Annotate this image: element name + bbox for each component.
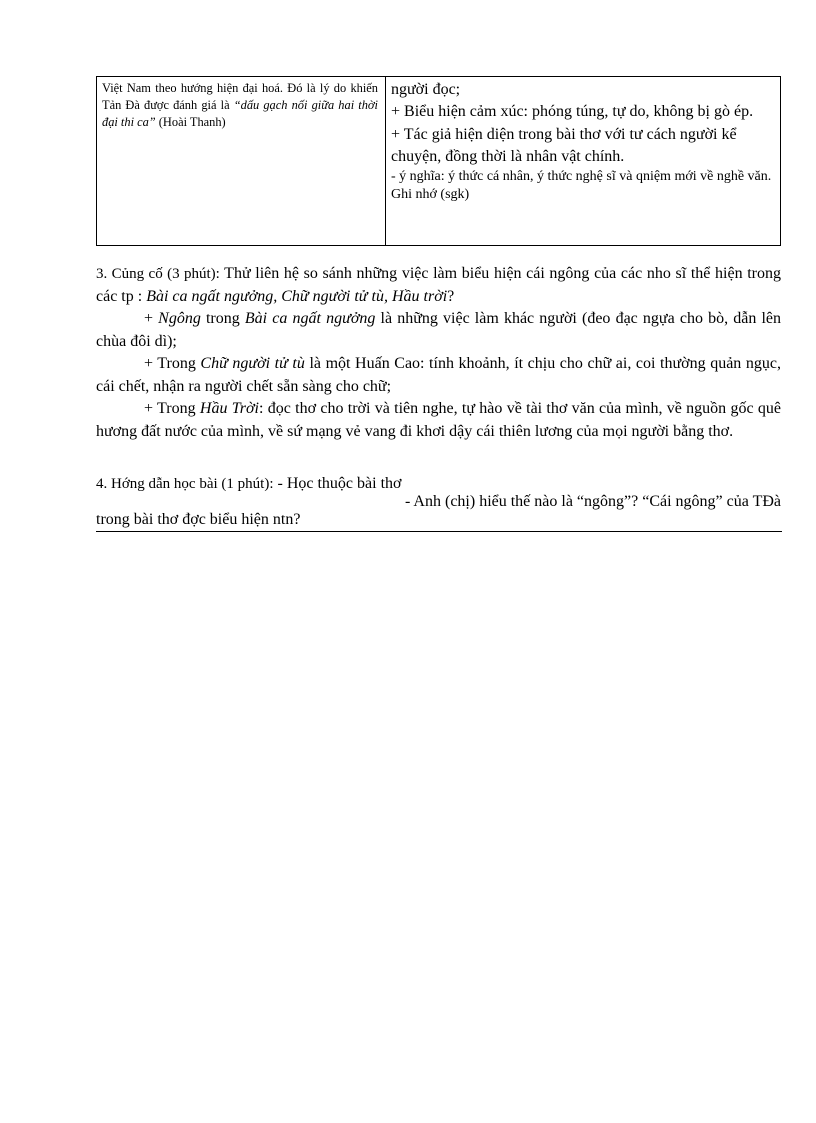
section-3-item-3: + Trong Hầu Trời: đọc thơ cho trời và tiên nghe, tự hào về tài thơ văn của mình, về nguồn gốc quê hương đất nước của mình, về sứ mạng vẻ vang đi khơi dậy cái thiên lương của mọi người bằng thơ.	[96, 400, 781, 440]
right-cell-line: người đọc;	[391, 81, 461, 98]
section-4-heading-line	[96, 475, 781, 493]
section-3-intro: 3. Củng cố (3 phút): Thử liên hệ so sánh những việc làm biểu hiện cái ngông của các nho sĩ thể hiện trong các tp : Bài ca ngất ngưởng, Chữ người tử tù, Hầu trời?	[96, 265, 781, 305]
section-3-question: Thử liên hệ so sánh những việc làm biểu hiện cái ngông của các nho sĩ thể hiện trong các tp :	[96, 265, 781, 305]
bottom-rule	[96, 531, 782, 532]
right-cell-line: Ghi nhớ (sgk)	[391, 187, 470, 203]
section-4-heading: 4. Hớng dẫn học bài (1 phút):	[96, 476, 274, 492]
section-4-item-3: trong bài thơ đợc biểu hiện ntn?	[96, 511, 301, 528]
table-left-cell	[102, 80, 378, 131]
section-3-heading: 3. Củng cố (3 phút):	[96, 266, 220, 282]
lesson-table	[96, 76, 781, 246]
section-4	[96, 475, 781, 529]
section-3-works: Bài ca ngất ngưởng, Chữ người tử tù, Hầu trời	[146, 287, 448, 305]
right-cell-line: + Biểu hiện cảm xúc: phóng túng, tự do, không bị gò ép.	[391, 103, 754, 121]
left-cell-source: (Hoài Thanh)	[155, 115, 226, 129]
table-column-divider	[385, 77, 386, 245]
right-cell-line: - ý nghĩa: ý thức cá nhân, ý thức nghệ sĩ và qniệm mới về nghề văn.	[391, 169, 772, 185]
table-right-cell	[391, 79, 777, 204]
section-3	[96, 263, 781, 443]
section-4-item-2: - Anh (chị) hiểu thế nào là “ngông”? “Cái ngông” của TĐà	[404, 493, 781, 510]
section-3-item-1: + Ngông trong Bài ca ngất ngưởng là những việc làm khác người (đeo đạc ngựa cho bò, dẫn lên chùa đôi dì);	[96, 310, 782, 350]
left-cell-text: Việt Nam theo hướng hiện đại hoá. Đó là lý do khiến Tản Đà được đánh giá là	[102, 81, 378, 112]
right-cell-line: + Tác giả hiện diện trong bài thơ với tư cách người kể chuyện, đồng thời là nhân vật chính.	[391, 125, 737, 165]
section-4-item-1: - Học thuộc bài thơ	[273, 475, 402, 492]
section-3-item-2: + Trong Chữ người tử tù là một Huấn Cao: tính khoảnh, ít chịu cho chữ ai, coi thường quản ngục, cái chết, nhận ra người chết sẵn sàng cho chữ;	[96, 355, 781, 395]
left-cell-quote: “dấu gạch nối giữa hai thời đại thi ca”	[102, 98, 378, 129]
